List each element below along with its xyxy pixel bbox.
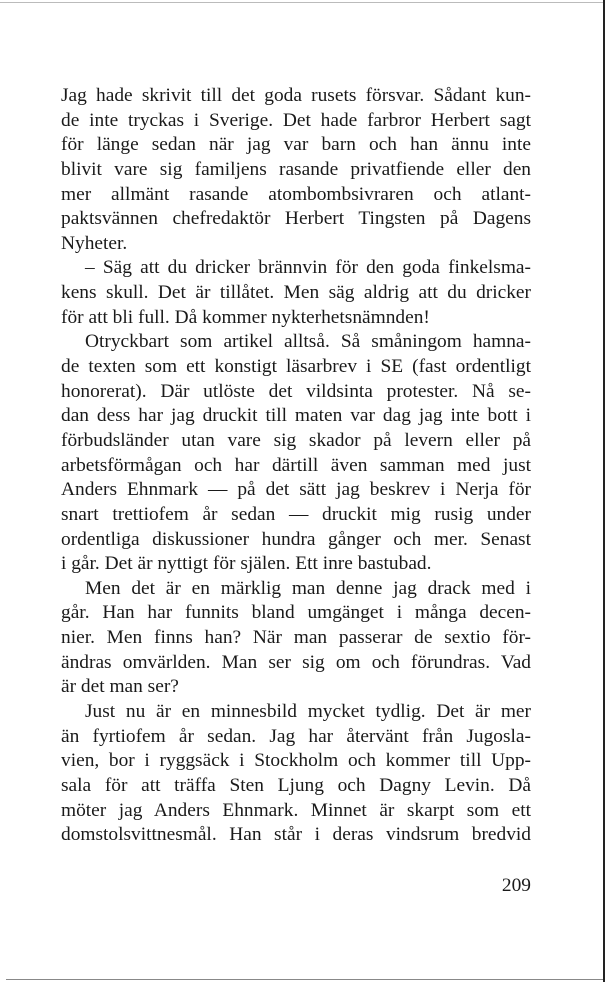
page-edge-right [603,0,605,982]
text-line: ordentliga diskussioner hundra gånger och mer. Senast [61,528,531,550]
text-line: i går. Det är nyttigt för själen. Ett inre bastubad. [61,553,432,575]
text-line: möter jag Anders Ehnmark. Minnet är skarpt som ett [61,799,531,821]
text-line: blivit vare sig familjens rasande privatfiende eller den [61,158,531,180]
text-line: Nyheter. [61,232,128,254]
text-line: vien, bor i ryggsäck i Stockholm och kommer till Upp- [61,750,531,772]
text-line: för länge sedan när jag var barn och han ännu inte [61,134,531,156]
page-number: 209 [501,875,531,896]
text-line: arbetsförmågan och har därtill även samman med just [61,454,531,476]
text-line: kens skull. Det är tillåtet. Men säg aldrig att du dricker [61,282,531,304]
body-text [61,84,531,848]
text-line: går. Han har funnits bland umgänget i många decen- [61,602,531,624]
page-edge-bottom [6,979,603,980]
text-line: honorerat). Där utlöste det vildsinta protester. Nå se- [61,380,531,402]
text-line: Men det är en märklig man denne jag drack med i [85,577,531,599]
text-line: Just nu är en minnesbild mycket tydlig. Det är mer [85,701,531,723]
text-line: nier. Men finns han? När man passerar de sextio för- [61,627,531,649]
page-edge-top [0,2,603,3]
text-line: sala för att träffa Sten Ljung och Dagny Levin. Då [61,774,531,796]
text-line: Anders Ehnmark — på det sätt jag beskrev i Nerja för [61,479,531,501]
text-line: ändras omvärlden. Man ser sig om och förundras. Vad [61,651,531,673]
text-line: än fyrtiofem år sedan. Jag har återvänt från Jugosla- [61,725,531,747]
text-line: snart trettiofem år sedan — druckit mig rusig under [61,503,531,525]
text-line: – Säg att du dricker brännvin för den goda finkelsma- [85,257,531,279]
text-line: för att bli full. Då kommer nykterhetsnämnden! [61,306,430,328]
text-line: mer allmänt rasande atombombsivraren och atlant- [61,183,531,205]
text-line: domstolsvittnesmål. Han står i deras vindsrum bredvid [61,824,531,846]
text-line: de texten som ett konstigt läsarbrev i SE (fast ordentligt [61,356,531,378]
text-line: Otryckbart som artikel alltså. Så småningom hamna- [85,331,531,353]
text-line: Jag hade skrivit till det goda rusets försvar. Sådant kun- [61,85,531,106]
text-line: de inte tryckas i Sverige. Det hade farbror Herbert sagt [61,109,531,131]
text-line: förbudsländer utan vare sig skador på levern eller på [61,429,531,451]
text-line: är det man ser? [61,676,179,698]
text-line: dan dess har jag druckit till maten var dag jag inte bott i [61,405,531,427]
text-line: paktsvännen chefredaktör Herbert Tingsten på Dagens [61,208,531,230]
